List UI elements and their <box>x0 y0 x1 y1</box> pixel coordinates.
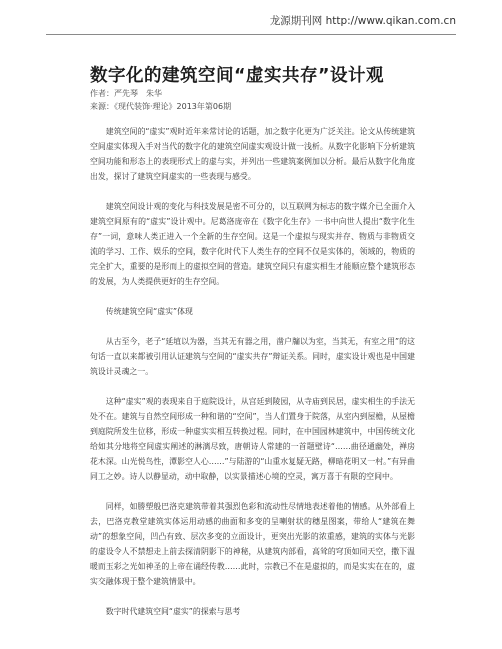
paragraph-abstract: 建筑空间的“虚实”观时近年来常讨论的话题，加之数字化更为广泛关注。论文从传统建筑空间虚实体现入手对当代的数字化的建筑空间虚实观设计做一浅析。从数字化影响下分析建筑空间功能和形态上的表现形式上的虚与实，并列出一些建筑案例加以分析。最后从数字化角度出发，探讨了建筑空间虚实的一些表现与感受。 <box>90 127 415 181</box>
article-body <box>90 124 415 634</box>
article-source: 来源：《现代装饰·理论》2013年第06期 <box>90 102 232 111</box>
header-divider <box>46 34 456 35</box>
section-heading-traditional: 传统建筑空间“虚实”体现 <box>105 307 193 316</box>
paragraph-intro: 建筑空间设计观的变化与科技发展是密不可分的，以互联网为标志的数字媒介已全面介入建筑空间原有的“虚实”设计观中。尼葛洛庞帝在《数字化生存》一书中向世人提出“数字化生存”一词，意味人类正进入一个全新的生存空间。这是一个虚拟与现实并存、物质与非物质交流的学习、工作、娱乐的空间，数字化时代下人类生存的空间不仅是实体的，领域的，物质的完全扩大，重要的是形而上的虚拟空间的营造。建筑空间只有虚实相生才能顺应整个建筑形态的发展，为人类提供更好的生存空间。 <box>90 202 415 286</box>
site-header[interactable]: 龙源期刊网 http://www.qikan.com.cn <box>269 15 456 27</box>
section-heading-digital: 数字时代建筑空间“虚实”的探索与思考 <box>105 607 241 616</box>
paragraph-laozi: 从古至今，老子“延埴以为器，当其无有器之用，凿户牖以为室，当其无，有室之用”的这句话一直以来都被引用认证建筑与空间的“虚实共存”辩证关系。同时，虚实设计观也是中国建筑设计灵魂之一。 <box>90 337 415 376</box>
paragraph-baroque: 同样，如勝塑般巴洛克建筑带着其强烈色彩和流动性尽情地表述着他的情感。从外部看上去，巴洛克教堂建筑实体运用动感的曲面和多变的呈喇射状的穗星图案，带给人“建筑在舞动”的想象空间，凹凸有致、层次多变的立面设计，更突出光影的浓重感，建筑的实体与光影的虚设令人不禁想走上前去探清阴影下的神秘，从建筑内部看，高耸的穹顶如同天空，撒下温暖而玉彩之光如神圣的上帝在诵经传教……此时，宗教已不在是虚拟的，而是实实在在的，虚实交融体现于整个建筑情景中。 <box>90 502 415 586</box>
article-authors: 作者：严先琴 朱华 <box>90 89 162 98</box>
article-title: 数字化的建筑空间“虚实共存”设计观 <box>90 66 385 86</box>
paragraph-courtyard: 这种“虚实”观的表现来自于庭院设计，从宫廷到陵园，从寺庙到民居，虚实相生的手法无处不在。建筑与自然空间形成一种和谐的“空间”，当人们置身于院落，从室内到屋檐，从屋檐到庭院所发生位移，形成一种虚实实相互转换过程。同时，在中国园林建筑中，中国传统文化给如其分地将空间虚实阐述的淋漓尽致，唐朝诗人常建的一首题壁诗“……曲径通幽处，禅房花木深。山光悦鸟性，潭影空人心……”与陆游的“山重水复疑无路，柳暗花明又一村。”有异曲同工之妙。诗人以静显动，动中取静，以实景描述心境的空灵，寓万喜于有限的空间中。 <box>90 397 415 481</box>
